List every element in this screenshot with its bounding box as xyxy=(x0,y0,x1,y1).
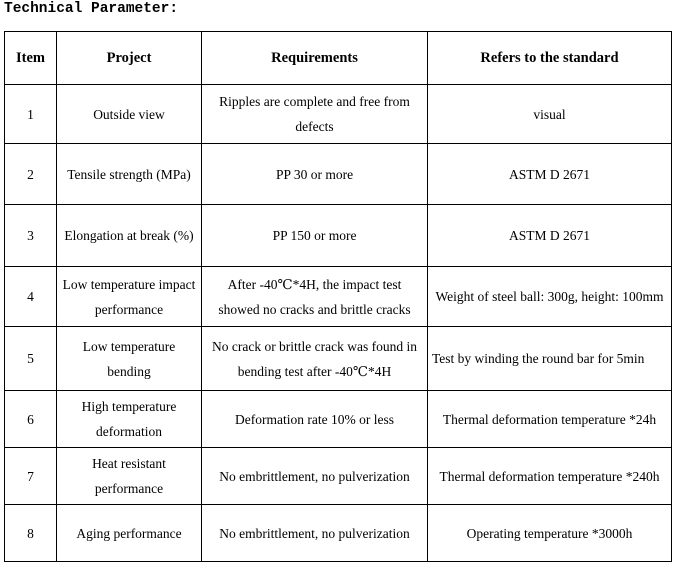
cell-project: Outside view xyxy=(57,85,202,144)
table-row xyxy=(5,205,672,267)
cell-item: 2 xyxy=(5,144,57,205)
cell-requirements: PP 30 or more xyxy=(202,144,428,205)
cell-project: Aging performance xyxy=(57,505,202,562)
table-header-row xyxy=(5,32,672,85)
cell-requirements: Deformation rate 10% or less xyxy=(202,391,428,448)
cell-requirements: No embrittlement, no pulverization xyxy=(202,505,428,562)
header-item: Item xyxy=(5,32,57,85)
cell-item: 5 xyxy=(5,327,57,391)
cell-requirements: No embrittlement, no pulverization xyxy=(202,448,428,505)
table-row xyxy=(5,85,672,144)
cell-item: 6 xyxy=(5,391,57,448)
cell-standard: Thermal deformation temperature *240h xyxy=(428,448,672,505)
table-row xyxy=(5,448,672,505)
header-project: Project xyxy=(57,32,202,85)
cell-item: 4 xyxy=(5,267,57,327)
header-standard: Refers to the standard xyxy=(428,32,672,85)
cell-requirements: PP 150 or more xyxy=(202,205,428,267)
table-row xyxy=(5,144,672,205)
header-requirements: Requirements xyxy=(202,32,428,85)
cell-project: Heat resistant performance xyxy=(57,448,202,505)
cell-item: 1 xyxy=(5,85,57,144)
table-row xyxy=(5,505,672,562)
cell-project: Low temperature bending xyxy=(57,327,202,391)
cell-project: High temperature deformation xyxy=(57,391,202,448)
cell-standard: Operating temperature *3000h xyxy=(428,505,672,562)
cell-standard: ASTM D 2671 xyxy=(428,205,672,267)
cell-standard: Thermal deformation temperature *24h xyxy=(428,391,672,448)
cell-item: 7 xyxy=(5,448,57,505)
table-row xyxy=(5,391,672,448)
cell-standard: Weight of steel ball: 300g, height: 100mm xyxy=(428,267,672,327)
cell-project: Elongation at break (%) xyxy=(57,205,202,267)
cell-item: 8 xyxy=(5,505,57,562)
cell-standard: Test by winding the round bar for 5min xyxy=(428,327,672,391)
technical-parameter-table xyxy=(4,31,672,562)
cell-project: Tensile strength (MPa) xyxy=(57,144,202,205)
cell-requirements: After -40℃*4H, the impact test showed no cracks and brittle cracks xyxy=(202,267,428,327)
cell-standard: ASTM D 2671 xyxy=(428,144,672,205)
cell-requirements: Ripples are complete and free from defects xyxy=(202,85,428,144)
table-row xyxy=(5,267,672,327)
cell-item: 3 xyxy=(5,205,57,267)
section-heading: Technical Parameter: xyxy=(4,1,179,17)
cell-standard: visual xyxy=(428,85,672,144)
table-row xyxy=(5,327,672,391)
cell-project: Low temperature impact performance xyxy=(57,267,202,327)
cell-requirements: No crack or brittle crack was found in bending test after -40℃*4H xyxy=(202,327,428,391)
